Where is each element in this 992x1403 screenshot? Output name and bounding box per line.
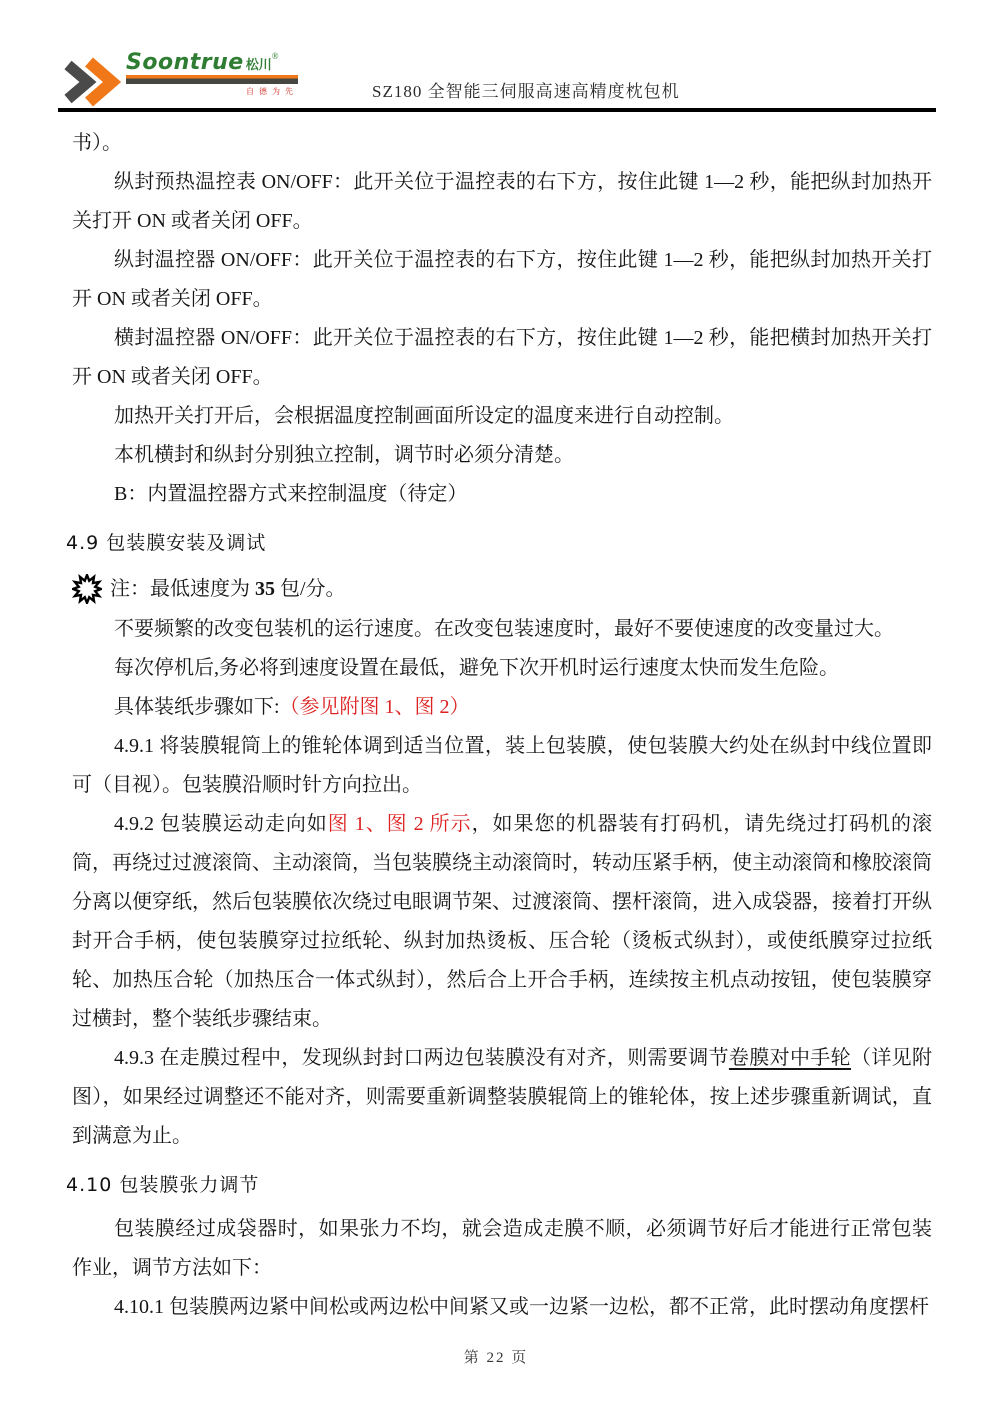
steps-intro-text: 具体装纸步骤如下: [114,696,280,718]
paragraph-independent-control: 本机横封和纵封分别独立控制，调节时必须分清楚。 [114,444,574,466]
paragraph-speed-change-warning: 不要频繁的改变包装机的运行速度。在改变包装速度时，最好不要使速度的改变量过大。 [114,618,894,640]
figure-reference: （参见附图 1、图 2） [279,696,470,718]
section-heading-4-9: 4.9 包装膜安装及调试 [66,532,267,554]
section-heading-4-10: 4.10 包装膜张力调节 [66,1174,260,1196]
brand-tagline: 自德为先 [246,87,298,96]
paragraph-4-9-2-prefix: 4.9.2 包装膜运动走向如 [114,813,328,835]
paragraph-steps-intro [72,688,932,727]
starburst-icon [72,574,102,604]
paragraph-stop-speed-warning: 每次停机后,务必将到速度设置在最低，避免下次开机时运行速度太快而发生危险。 [114,657,839,679]
brand-text-block [126,52,298,97]
figure-reference-inline: 图 1、图 2 所示 [327,813,472,835]
paragraph-auto-control: 加热开关打开后，会根据温度控制画面所设定的温度来进行自动控制。 [114,405,734,427]
note-prefix: 注：最低速度为 [110,577,255,600]
note-text [110,570,346,609]
note-min-speed-value: 35 [255,577,275,600]
note-line [72,568,932,610]
paragraph-preheat-controller: 纵封预热温控表 ON/OFF：此开关位于温控表的右下方，按住此键 1—2 秒，能把纵封加热开关打开 ON 或者关闭 OFF。 [72,171,932,232]
document-title: SZ180 全智能三伺服高速高精度枕包机 [372,82,680,101]
paragraph-4-9-3 [72,1039,932,1156]
double-chevron-icon [62,56,124,108]
brand-name-cjk: 松川 [245,57,272,72]
brand-logo [62,52,298,108]
handwheel-term-underlined: 卷膜对中手轮 [728,1047,851,1069]
paragraph-4-9-3-suffix: （详见附图），如果经过调整还不能对齐，则需要重新调整装膜辊筒上的锥轮体，按上述步骤重新调试，直到满意为止。 [72,1047,933,1147]
page-number: 第 22 页 [463,1350,529,1366]
paragraph-4-9-1: 4.9.1 将装膜辊筒上的锥轮体调到适当位置，装上包装膜，使包装膜大约处在纵封中线位置即可（目视）。包装膜沿顺时针方向拉出。 [72,735,932,796]
paragraph-crossseal-controller: 横封温控器 ON/OFF：此开关位于温控表的右下方，按住此键 1—2 秒，能把横封加热开关打开 ON 或者关闭 OFF。 [72,327,932,388]
paragraph-4-9-3-prefix: 4.9.3 在走膜过程中，发现纵封封口两边包装膜没有对齐，则需要调节 [114,1047,729,1069]
paragraph-4-9-2 [72,805,932,1039]
paragraph-tension-intro: 包装膜经过成袋器时，如果张力不均，就会造成走膜不顺，必须调节好后才能进行正常包装作业，调节方法如下： [72,1218,932,1279]
paragraph-4-9-2-suffix: ，如果您的机器装有打码机，请先绕过打码机的滚筒，再绕过过渡滚筒、主动滚筒，当包装膜绕主动滚筒时，转动压紧手柄，使主动滚筒和橡胶滚筒分离以便穿纸，然后包装膜依次绕过电眼调节架、过渡滚筒、摆杆滚筒，进入成袋器，接着打开纵封开合手柄，使包装膜穿过拉纸轮、纵封加热烫板、压合轮（烫板式纵封），或使纸膜穿过拉纸轮、加热压合轮（加热压合一体式纵封），然后合上开合手柄，连续按主机点动按钮，使包装膜穿过横封，整个装纸步骤结束。 [72,813,933,1030]
brand-bar [126,75,298,84]
page-header [0,0,992,116]
paragraph-builtin-controller: B：内置温控器方式来控制温度（待定） [114,483,468,505]
paragraph-4-10-1: 4.10.1 包装膜两边紧中间松或两边松中间紧又或一边紧一边松，都不正常，此时摆动角度摆杆 [114,1296,929,1318]
registered-mark: ® [271,51,279,61]
paragraph-continuation: 书）。 [72,132,122,154]
paragraph-longseal-controller: 纵封温控器 ON/OFF：此开关位于温控表的右下方，按住此键 1—2 秒，能把纵封加热开关打开 ON 或者关闭 OFF。 [72,249,932,310]
note-suffix: 包/分。 [275,577,346,600]
brand-name: Soontrue [126,50,244,75]
body-column [0,116,992,1327]
header-rule [58,108,936,112]
